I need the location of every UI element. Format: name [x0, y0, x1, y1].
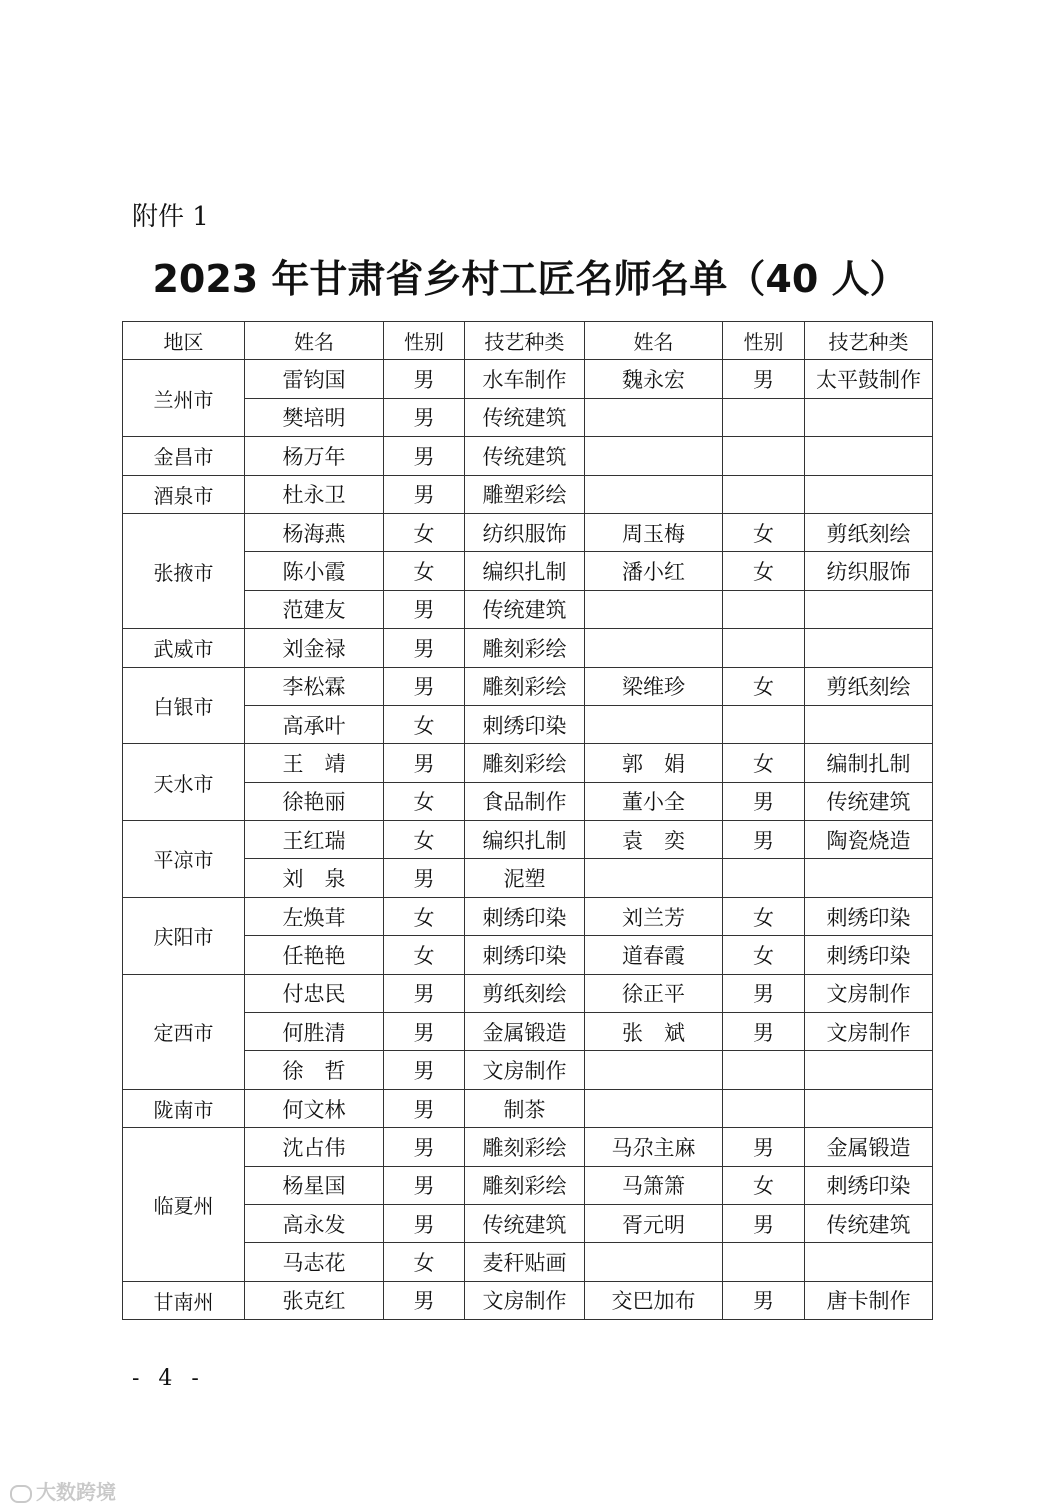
watermark [10, 1476, 116, 1505]
gender-cell: 男 [384, 475, 465, 513]
name-cell: 樊培明 [245, 398, 384, 436]
region-cell: 兰州市 [123, 360, 245, 437]
name-cell: 何胜清 [245, 1013, 384, 1051]
name-cell: 陈小霞 [245, 552, 384, 590]
gender-2-cell: 男 [723, 1013, 805, 1051]
region-cell: 张掖市 [123, 513, 245, 628]
gender-cell: 男 [384, 1128, 465, 1166]
craft-2-cell: 陶瓷烧造 [805, 821, 933, 859]
craft-cell: 麦秆贴画 [465, 1243, 585, 1281]
name-2-cell: 马尕主麻 [585, 1128, 723, 1166]
name-2-cell [585, 437, 723, 475]
name-cell: 徐 哲 [245, 1051, 384, 1089]
craft-cell: 剪纸刻绘 [465, 974, 585, 1012]
region-cell: 甘南州 [123, 1281, 245, 1319]
page-number: - 4 - [132, 1366, 205, 1391]
gender-2-cell: 女 [723, 552, 805, 590]
craft-cell: 刺绣印染 [465, 705, 585, 743]
table-row [123, 1128, 933, 1166]
craft-2-cell: 剪纸刻绘 [805, 513, 933, 551]
name-cell: 任艳艳 [245, 936, 384, 974]
table-row [123, 1051, 933, 1089]
craft-2-cell [805, 398, 933, 436]
gender-cell: 男 [384, 1166, 465, 1204]
table-row [123, 667, 933, 705]
name-cell: 高永发 [245, 1204, 384, 1242]
gender-cell: 男 [384, 437, 465, 475]
watermark-logo-icon [10, 1485, 32, 1503]
region-cell: 金昌市 [123, 437, 245, 475]
region-cell: 平凉市 [123, 821, 245, 898]
header-name-2: 姓名 [585, 322, 723, 360]
gender-cell: 男 [384, 1051, 465, 1089]
name-2-cell: 梁维珍 [585, 667, 723, 705]
region-cell: 陇南市 [123, 1089, 245, 1127]
craft-2-cell [805, 437, 933, 475]
name-cell: 何文林 [245, 1089, 384, 1127]
craft-2-cell [805, 475, 933, 513]
name-2-cell: 董小全 [585, 782, 723, 820]
craft-cell: 金属锻造 [465, 1013, 585, 1051]
gender-2-cell: 女 [723, 667, 805, 705]
gender-cell: 女 [384, 897, 465, 935]
gender-cell: 男 [384, 667, 465, 705]
name-cell: 杜永卫 [245, 475, 384, 513]
craft-2-cell: 刺绣印染 [805, 936, 933, 974]
gender-2-cell [723, 1051, 805, 1089]
gender-2-cell: 男 [723, 1281, 805, 1319]
table-row [123, 1166, 933, 1204]
name-cell: 杨万年 [245, 437, 384, 475]
table-row [123, 1204, 933, 1242]
name-cell: 高承叶 [245, 705, 384, 743]
name-cell: 刘金禄 [245, 629, 384, 667]
name-2-cell [585, 705, 723, 743]
table-row [123, 859, 933, 897]
gender-2-cell [723, 705, 805, 743]
craft-cell: 雕刻彩绘 [465, 1128, 585, 1166]
gender-cell: 女 [384, 513, 465, 551]
table-row [123, 360, 933, 398]
gender-cell: 男 [384, 1281, 465, 1319]
header-gender: 性别 [384, 322, 465, 360]
table-body [123, 360, 933, 1320]
craft-2-cell: 传统建筑 [805, 1204, 933, 1242]
gender-cell: 男 [384, 360, 465, 398]
craft-2-cell: 太平鼓制作 [805, 360, 933, 398]
header-gender-2: 性别 [723, 322, 805, 360]
name-2-cell [585, 590, 723, 628]
craft-2-cell [805, 1243, 933, 1281]
gender-cell: 女 [384, 552, 465, 590]
attachment-label: 附件 1 [132, 202, 209, 232]
gender-2-cell [723, 1089, 805, 1127]
document-title: 2023 年甘肃省乡村工匠名师名单（40 人） [152, 257, 908, 301]
craft-2-cell: 刺绣印染 [805, 897, 933, 935]
gender-2-cell: 女 [723, 936, 805, 974]
craft-2-cell [805, 629, 933, 667]
craft-cell: 泥塑 [465, 859, 585, 897]
header-name: 姓名 [245, 322, 384, 360]
name-2-cell: 交巴加布 [585, 1281, 723, 1319]
table-row [123, 437, 933, 475]
name-cell: 王红瑞 [245, 821, 384, 859]
craft-cell: 文房制作 [465, 1051, 585, 1089]
craft-cell: 传统建筑 [465, 398, 585, 436]
table-row [123, 974, 933, 1012]
table-row [123, 475, 933, 513]
table-row [123, 1243, 933, 1281]
region-cell: 定西市 [123, 974, 245, 1089]
gender-cell: 男 [384, 629, 465, 667]
gender-cell: 男 [384, 974, 465, 1012]
craft-cell: 纺织服饰 [465, 513, 585, 551]
table-row [123, 1281, 933, 1319]
region-cell: 庆阳市 [123, 897, 245, 974]
table-row [123, 744, 933, 782]
craft-cell: 刺绣印染 [465, 936, 585, 974]
craft-2-cell [805, 859, 933, 897]
name-cell: 范建友 [245, 590, 384, 628]
craftsman-table [122, 321, 933, 1320]
name-cell: 雷钧国 [245, 360, 384, 398]
craft-2-cell: 文房制作 [805, 1013, 933, 1051]
gender-cell: 男 [384, 1089, 465, 1127]
craft-cell: 雕刻彩绘 [465, 667, 585, 705]
name-2-cell [585, 475, 723, 513]
name-2-cell: 张 斌 [585, 1013, 723, 1051]
name-2-cell [585, 859, 723, 897]
table-row [123, 821, 933, 859]
name-cell: 付忠民 [245, 974, 384, 1012]
table-header-row [123, 322, 933, 360]
header-region: 地区 [123, 322, 245, 360]
name-2-cell: 道春霞 [585, 936, 723, 974]
gender-cell: 男 [384, 859, 465, 897]
name-cell: 李松霖 [245, 667, 384, 705]
gender-2-cell: 女 [723, 744, 805, 782]
name-2-cell: 袁 奕 [585, 821, 723, 859]
gender-cell: 男 [384, 1013, 465, 1051]
craft-2-cell [805, 590, 933, 628]
watermark-text: 大数跨境 [36, 1480, 116, 1504]
name-2-cell: 潘小红 [585, 552, 723, 590]
craft-cell: 传统建筑 [465, 590, 585, 628]
craft-2-cell: 刺绣印染 [805, 1166, 933, 1204]
name-cell: 王 靖 [245, 744, 384, 782]
name-cell: 徐艳丽 [245, 782, 384, 820]
gender-cell: 男 [384, 398, 465, 436]
craft-cell: 传统建筑 [465, 1204, 585, 1242]
craft-cell: 雕刻彩绘 [465, 744, 585, 782]
gender-cell: 女 [384, 936, 465, 974]
gender-2-cell: 女 [723, 1166, 805, 1204]
table-row [123, 782, 933, 820]
craft-2-cell: 唐卡制作 [805, 1281, 933, 1319]
craft-2-cell [805, 1089, 933, 1127]
table-row [123, 513, 933, 551]
gender-2-cell [723, 629, 805, 667]
gender-2-cell: 女 [723, 513, 805, 551]
name-2-cell [585, 398, 723, 436]
gender-cell: 女 [384, 1243, 465, 1281]
craft-2-cell [805, 705, 933, 743]
craft-cell: 编织扎制 [465, 821, 585, 859]
gender-cell: 女 [384, 782, 465, 820]
gender-cell: 男 [384, 744, 465, 782]
name-cell: 杨星国 [245, 1166, 384, 1204]
craft-2-cell: 金属锻造 [805, 1128, 933, 1166]
table-row [123, 629, 933, 667]
table-row [123, 936, 933, 974]
region-cell: 酒泉市 [123, 475, 245, 513]
gender-2-cell: 女 [723, 897, 805, 935]
name-2-cell [585, 1089, 723, 1127]
gender-2-cell [723, 859, 805, 897]
name-cell: 杨海燕 [245, 513, 384, 551]
craft-2-cell: 传统建筑 [805, 782, 933, 820]
gender-cell: 女 [384, 705, 465, 743]
name-2-cell: 胥元明 [585, 1204, 723, 1242]
table-row [123, 897, 933, 935]
region-cell: 武威市 [123, 629, 245, 667]
gender-cell: 男 [384, 1204, 465, 1242]
craft-2-cell: 文房制作 [805, 974, 933, 1012]
gender-2-cell: 男 [723, 360, 805, 398]
gender-2-cell: 男 [723, 974, 805, 1012]
craft-2-cell: 编制扎制 [805, 744, 933, 782]
region-cell: 天水市 [123, 744, 245, 821]
craft-cell: 文房制作 [465, 1281, 585, 1319]
gender-2-cell [723, 1243, 805, 1281]
gender-2-cell: 男 [723, 821, 805, 859]
craft-cell: 雕刻彩绘 [465, 1166, 585, 1204]
table-row [123, 705, 933, 743]
table-row [123, 398, 933, 436]
header-craft: 技艺种类 [465, 322, 585, 360]
name-2-cell: 魏永宏 [585, 360, 723, 398]
craft-cell: 制茶 [465, 1089, 585, 1127]
gender-2-cell: 男 [723, 782, 805, 820]
gender-2-cell [723, 398, 805, 436]
gender-2-cell [723, 475, 805, 513]
name-2-cell: 徐正平 [585, 974, 723, 1012]
name-cell: 左焕茸 [245, 897, 384, 935]
craft-cell: 编织扎制 [465, 552, 585, 590]
name-2-cell [585, 1051, 723, 1089]
name-cell: 张克红 [245, 1281, 384, 1319]
name-2-cell: 郭 娟 [585, 744, 723, 782]
craft-2-cell: 纺织服饰 [805, 552, 933, 590]
region-cell: 白银市 [123, 667, 245, 744]
table-row [123, 1089, 933, 1127]
name-cell: 马志花 [245, 1243, 384, 1281]
craft-cell: 雕刻彩绘 [465, 629, 585, 667]
region-cell: 临夏州 [123, 1128, 245, 1282]
craft-2-cell: 剪纸刻绘 [805, 667, 933, 705]
name-cell: 沈占伟 [245, 1128, 384, 1166]
gender-cell: 男 [384, 590, 465, 628]
craft-cell: 传统建筑 [465, 437, 585, 475]
table-row [123, 590, 933, 628]
table-row [123, 552, 933, 590]
gender-cell: 女 [384, 821, 465, 859]
name-2-cell: 刘兰芳 [585, 897, 723, 935]
craft-cell: 雕塑彩绘 [465, 475, 585, 513]
name-cell: 刘 泉 [245, 859, 384, 897]
craft-cell: 刺绣印染 [465, 897, 585, 935]
craft-cell: 水车制作 [465, 360, 585, 398]
table-row [123, 1013, 933, 1051]
name-2-cell: 周玉梅 [585, 513, 723, 551]
name-2-cell [585, 1243, 723, 1281]
header-craft-2: 技艺种类 [805, 322, 933, 360]
gender-2-cell [723, 590, 805, 628]
name-2-cell [585, 629, 723, 667]
craft-cell: 食品制作 [465, 782, 585, 820]
gender-2-cell: 男 [723, 1128, 805, 1166]
craft-2-cell [805, 1051, 933, 1089]
name-2-cell: 马箫箫 [585, 1166, 723, 1204]
gender-2-cell [723, 437, 805, 475]
gender-2-cell: 男 [723, 1204, 805, 1242]
